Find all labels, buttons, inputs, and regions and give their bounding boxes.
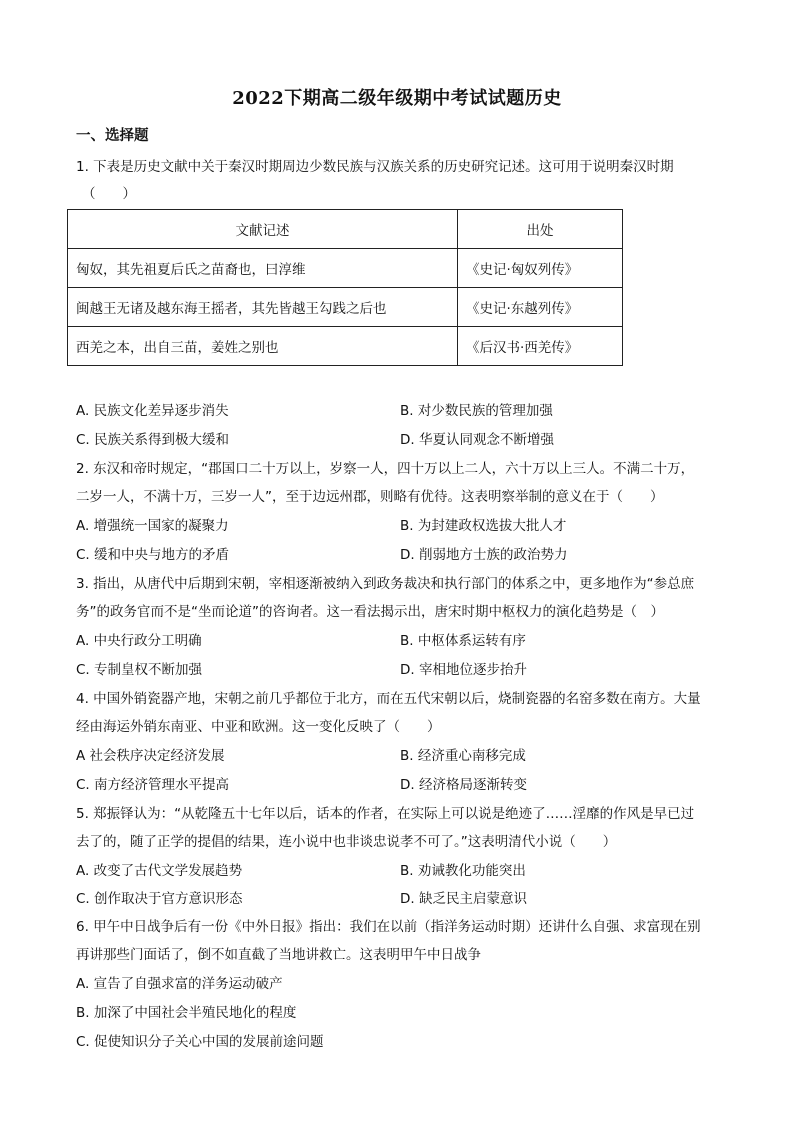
q6-stem-line-2: 再讲那些门面话了，倒不如直截了当地讲救亡。这表明甲午中日战争 [76, 947, 481, 963]
q4-option-d: D. 经济格局逐渐转变 [400, 777, 527, 793]
q6-option-b: B. 加深了中国社会半殖民地化的程度 [76, 1005, 297, 1021]
q4-option-b: B. 经济重心南移完成 [400, 748, 526, 764]
q5-stem-line-1: 5. 郑振铎认为：“从乾隆五十七年以后，话本的作者，在实际上可以说是绝迹了……淫靡的作风是早已过 [76, 806, 695, 822]
q5-option-c: C. 创作取决于官方意识形态 [76, 891, 243, 907]
table-row [68, 249, 623, 288]
q3-stem-line-1: 3. 指出，从唐代中后期到宋朝，宰相逐渐被纳入到政务裁决和执行部门的体系之中，更多地作为“参总庶 [76, 576, 695, 592]
q5-option-b: B. 劝诫教化功能突出 [400, 863, 526, 879]
q4-stem-line-1: 4. 中国外销瓷器产地，宋朝之前几乎都位于北方，而在五代宋朝以后，烧制瓷器的名窑多数在南方。大量 [76, 691, 701, 707]
table-cell-source: 《后汉书·西羌传》 [458, 327, 623, 366]
q6-stem-line-1: 6. 甲午中日战争后有一份《中外日报》指出：我们在以前（指洋务运动时期）还讲什么自强、求富现在别 [76, 919, 701, 935]
table-cell-record: 匈奴，其先祖夏后氏之苗裔也，曰淳维 [68, 249, 458, 288]
q3-option-d: D. 宰相地位逐步抬升 [400, 662, 527, 678]
q6-option-a: A. 宣告了自强求富的洋务运动破产 [76, 976, 283, 992]
q3-stem-line-2: 务”的政务官而不是“坐而论道”的咨询者。这一看法揭示出，唐宋时期中枢权力的演化趋势是（ ） [76, 604, 664, 620]
q1-answer-blank: （ ） [82, 186, 136, 202]
q5-stem-line-2: 去了的，随了正学的提倡的结果，连小说中也非谈忠说孝不可了。”这表明清代小说（ ） [76, 834, 617, 850]
q4-option-c: C. 南方经济管理水平提高 [76, 777, 230, 793]
table-cell-record: 闽越王无诸及越东海王摇者，其先皆越王勾践之后也 [68, 288, 458, 327]
q6-option-c: C. 促使知识分子关心中国的发展前途问题 [76, 1034, 324, 1050]
q2-stem-line-2: 二岁一人，不满十万，三岁一人”，至于边远州郡，则略有优待。这表明察举制的意义在于（ ） [76, 489, 664, 505]
table-cell-record: 西羌之本，出自三苗，姜姓之别也 [68, 327, 458, 366]
q2-option-c: C. 缓和中央与地方的矛盾 [76, 547, 230, 563]
source-table [67, 209, 623, 366]
q1-option-b: B. 对少数民族的管理加强 [400, 403, 553, 419]
q3-option-c: C. 专制皇权不断加强 [76, 662, 203, 678]
table-cell-source: 《史记·东越列传》 [458, 288, 623, 327]
table-header-source: 出处 [458, 210, 623, 249]
table-row [68, 288, 623, 327]
q3-option-a: A. 中央行政分工明确 [76, 633, 202, 649]
q2-option-d: D. 削弱地方士族的政治势力 [400, 547, 568, 563]
q2-option-b: B. 为封建政权选拔大批人才 [400, 518, 567, 534]
q2-option-a: A. 增强统一国家的凝聚力 [76, 518, 229, 534]
exam-title: 2022下期高二级年级期中考试试题历史 [232, 88, 562, 109]
q4-stem-line-2: 经由海运外销东南亚、中亚和欧洲。这一变化反映了（ ） [76, 719, 441, 735]
q3-option-b: B. 中枢体系运转有序 [400, 633, 526, 649]
q4-option-a: A 社会秩序决定经济发展 [76, 748, 225, 764]
table-row [68, 327, 623, 366]
q1-option-c: C. 民族关系得到极大缓和 [76, 432, 230, 448]
table-header-record: 文献记述 [68, 210, 458, 249]
q5-option-a: A. 改变了古代文学发展趋势 [76, 863, 243, 879]
table-cell-source: 《史记·匈奴列传》 [458, 249, 623, 288]
q1-stem: 1. 下表是历史文献中关于秦汉时期周边少数民族与汉族关系的历史研究记述。这可用于说明秦汉时期 [76, 159, 674, 175]
q1-option-a: A. 民族文化差异逐步消失 [76, 403, 229, 419]
q1-option-d: D. 华夏认同观念不断增强 [400, 432, 554, 448]
q5-option-d: D. 缺乏民主启蒙意识 [400, 891, 527, 907]
q2-stem-line-1: 2. 东汉和帝时规定，“郡国口二十万以上，岁察一人，四十万以上二人，六十万以上三人。不满二十万， [76, 461, 695, 477]
section-heading: 一、选择题 [76, 128, 149, 144]
table-header-row [68, 210, 623, 249]
